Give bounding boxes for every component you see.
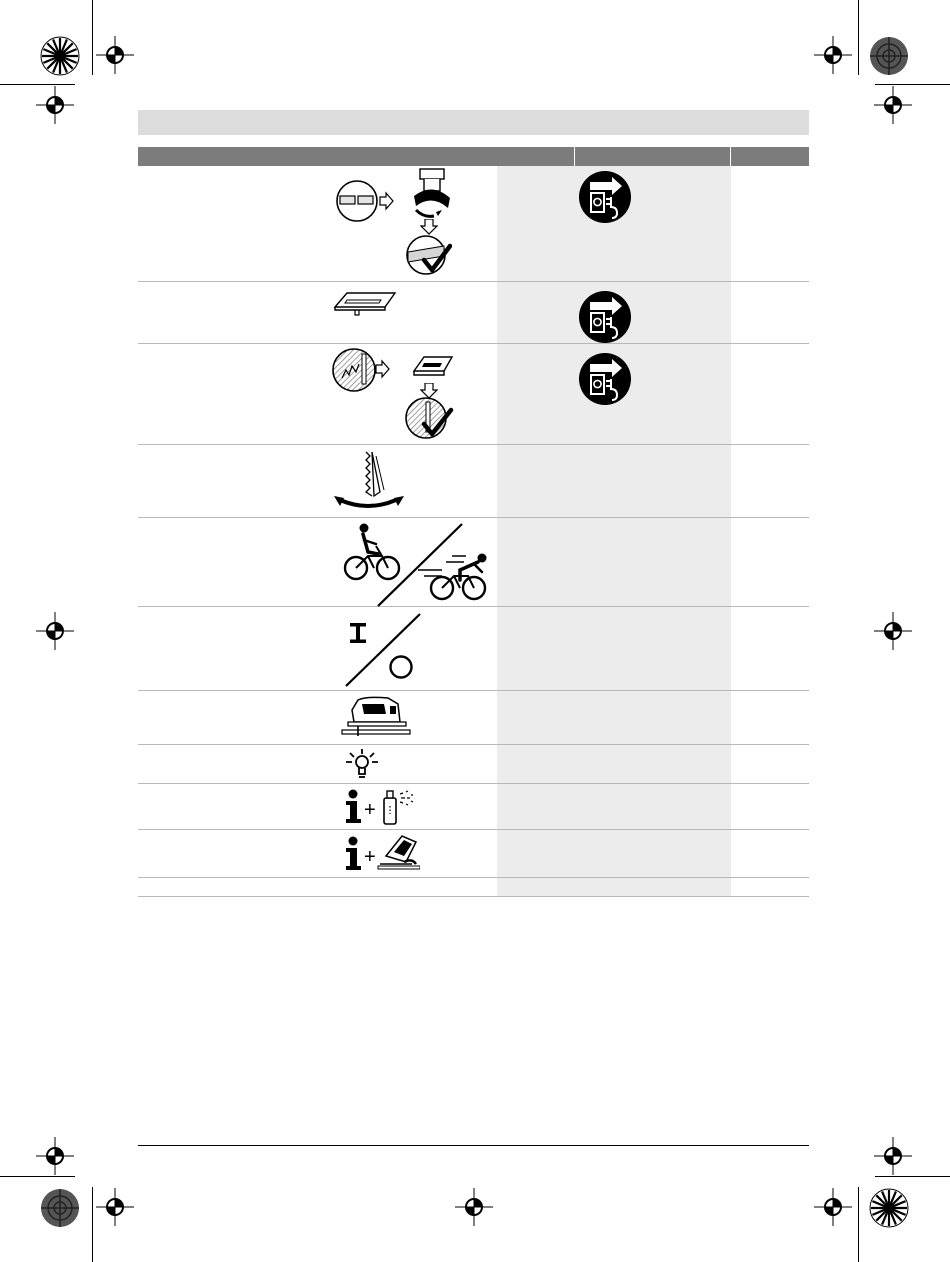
info-icon [345, 836, 363, 872]
jigsaw-icon [340, 696, 412, 738]
starburst-target-icon [869, 1188, 909, 1228]
page-header-bar [138, 110, 809, 135]
unplug-icon [578, 352, 632, 406]
unplug-icon [578, 170, 632, 224]
off-symbol-icon [388, 654, 414, 680]
registration-mark-icon [874, 86, 912, 124]
registration-mark-icon [874, 612, 912, 650]
base-plate-icon [333, 289, 397, 317]
info-icon [345, 789, 363, 825]
unplug-icon [578, 290, 632, 344]
starburst-target-icon [40, 36, 80, 76]
registration-mark-icon [36, 86, 74, 124]
check-icon [404, 396, 454, 440]
registration-mark-icon [36, 1137, 74, 1175]
pendulum-icon [332, 450, 406, 512]
registration-mark-icon [96, 36, 134, 74]
plus-sign: + [364, 799, 376, 821]
registration-mark-icon [36, 612, 74, 650]
registration-mark-icon [814, 36, 852, 74]
spray-icon [380, 788, 416, 826]
splinter-guard-icon [332, 348, 390, 392]
table-shaded-column [497, 166, 731, 897]
blade-wear-icon [336, 180, 394, 222]
registration-mark-icon [96, 1188, 134, 1226]
fast-cyclist-icon [416, 548, 492, 602]
check-icon [406, 234, 452, 276]
registration-mark-icon [455, 1188, 493, 1226]
color-target-icon [869, 36, 909, 76]
bevel-icon [376, 832, 420, 872]
registration-mark-icon [814, 1188, 852, 1226]
registration-mark-icon [874, 1137, 912, 1175]
blade-change-icon [410, 168, 454, 220]
splinter-insert-icon [412, 353, 454, 381]
plus-sign: + [364, 846, 376, 868]
footer-rule [138, 1145, 809, 1146]
color-target-icon [40, 1188, 80, 1228]
arrow-down-icon [420, 219, 438, 235]
lamp-icon [344, 747, 380, 781]
table-header [138, 147, 809, 166]
